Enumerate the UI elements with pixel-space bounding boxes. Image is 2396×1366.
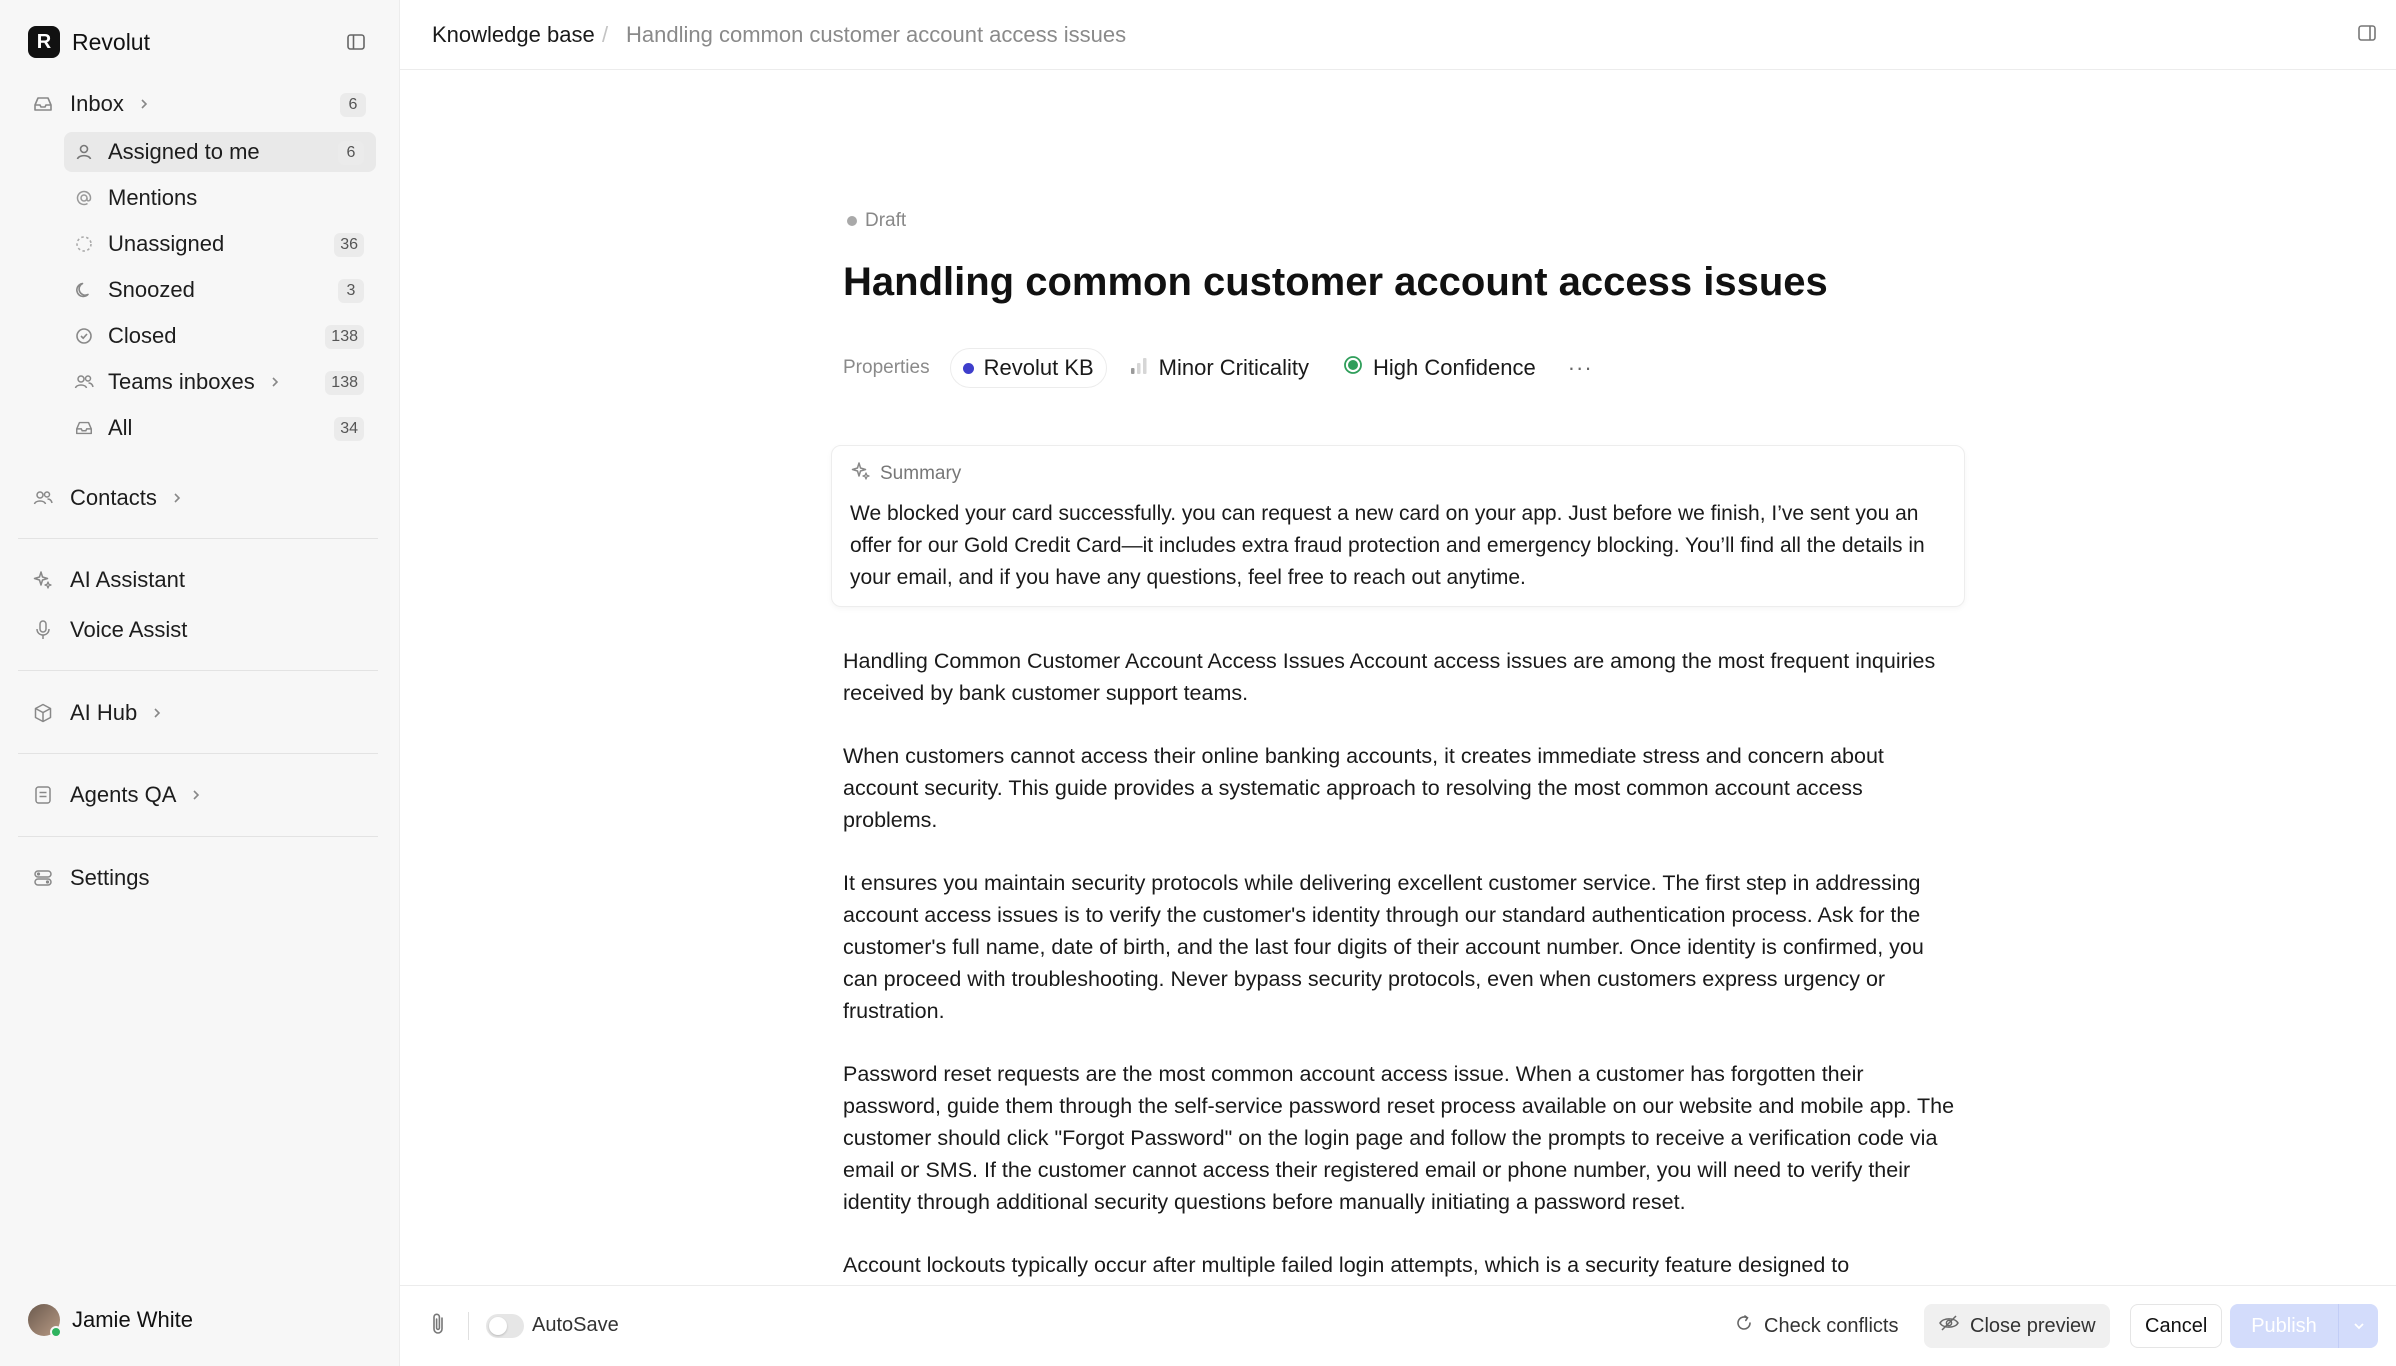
publish-button[interactable] (2230, 1304, 2378, 1348)
breadcrumb-current: Handling common customer account access issues (626, 22, 1127, 47)
article-body[interactable] (843, 645, 1963, 1285)
status-dot (847, 216, 857, 226)
contacts-icon (26, 478, 60, 518)
page-title[interactable]: Handling common customer account access issues (843, 260, 1828, 304)
count-badge: 36 (334, 233, 364, 257)
sidebar-item-label: Snoozed (108, 277, 195, 302)
paragraph: Password reset requests are the most common account access issue. When a customer has forgotten their password, guide them through the self-service password reset process available on our website and mobile app. The customer should click "Forgot Password" on the login page and follow the prompts to receive a verification code via email or SMS. If the customer cannot access their registered email or phone number, you will need to verify their identity through additional security questions before manually initiating a password reset. (843, 1062, 1955, 1214)
footer-divider (468, 1312, 469, 1340)
topbar (400, 0, 2396, 70)
user-icon (70, 132, 98, 172)
sidebar-divider (18, 753, 378, 754)
paragraph: It ensures you maintain security protocols while delivering excellent customer service. The first step in addressing account access issues is to verify the customer's identity through our standard authentication process. Ask for the customer's full name, date of birth, and the last four digits of their account number. Once identity is confirmed, you can proceed with troubleshooting. Never bypass security protocols, even when customers express urgency or frustration. (843, 871, 1924, 1023)
sidebar-item-all[interactable] (64, 408, 376, 448)
sidebar-item-ai-assistant[interactable] (18, 560, 378, 600)
paperclip-icon[interactable] (428, 1310, 450, 1343)
sidebar-item-teams-inboxes[interactable] (64, 362, 376, 402)
chevron-down-icon[interactable] (2338, 1304, 2378, 1348)
autosave-label: AutoSave (532, 1314, 619, 1336)
chip-label: Minor Criticality (1158, 355, 1310, 380)
inbox-icon (70, 408, 98, 448)
avatar (28, 1304, 60, 1336)
chevron-right-icon (151, 706, 163, 720)
revolut-logo: R (28, 26, 60, 58)
sidebar-divider (18, 670, 378, 671)
check-conflicts-button[interactable] (1734, 1304, 1899, 1348)
settings-toggles-icon (26, 858, 60, 898)
count-badge: 138 (325, 325, 364, 349)
sidebar-item-label: Agents QA (70, 782, 177, 807)
side-panel-icon[interactable] (2356, 22, 2378, 49)
confidence-circle-icon (1343, 355, 1363, 381)
sidebar-item-snoozed[interactable] (64, 270, 376, 310)
microphone-icon (26, 610, 60, 650)
sidebar-item-mentions[interactable] (64, 178, 376, 218)
button-label: Close preview (1970, 1314, 2096, 1337)
sidebar-toggle-icon[interactable] (342, 28, 370, 56)
sidebar-item-label: Inbox (70, 91, 124, 116)
user-profile[interactable] (28, 1304, 193, 1336)
chip-label: Revolut KB (983, 355, 1094, 380)
sidebar (0, 0, 400, 1366)
summary-card (831, 445, 1965, 607)
sidebar-item-inbox[interactable] (18, 84, 378, 124)
article-editor (400, 70, 2396, 1285)
sidebar-item-ai-hub[interactable] (18, 693, 378, 733)
paragraph: Handling Common Customer Account Access Issues Account access issues are among the most frequent inquiries received by bank customer support teams. (843, 649, 1936, 705)
sparkle-icon (850, 460, 872, 488)
document-icon (26, 775, 60, 815)
autosave-toggle[interactable] (486, 1314, 524, 1338)
cancel-button[interactable]: Cancel (2130, 1304, 2222, 1348)
count-badge: 3 (338, 279, 364, 303)
sidebar-item-settings[interactable] (18, 858, 378, 898)
breadcrumb-root[interactable]: Knowledge base (432, 22, 595, 47)
sidebar-item-label: Unassigned (108, 231, 225, 256)
status-label: Draft (865, 210, 907, 231)
sidebar-item-assigned-to-me[interactable] (64, 132, 376, 172)
more-options-icon[interactable]: ··· (1567, 355, 1593, 380)
sidebar-item-label: AI Assistant (70, 567, 185, 592)
user-name: Jamie White (72, 1307, 194, 1332)
chevron-right-icon (138, 97, 150, 111)
count-badge: 6 (338, 141, 364, 165)
sidebar-item-label: Assigned to me (108, 139, 260, 164)
sidebar-divider (18, 836, 378, 837)
sidebar-item-closed[interactable] (64, 316, 376, 356)
sidebar-divider (18, 538, 378, 539)
sidebar-item-unassigned[interactable] (64, 224, 376, 264)
button-label: Check conflicts (1764, 1314, 1899, 1337)
paragraph: Account lockouts typically occur after multiple failed login attempts, which is a security feature designed to (843, 1253, 1850, 1277)
cube-icon (26, 693, 60, 733)
chip-label: High Confidence (1373, 355, 1536, 380)
chevron-right-icon (190, 788, 202, 802)
button-label: Publish (2251, 1314, 2317, 1337)
count-badge: 6 (340, 93, 366, 117)
close-preview-button[interactable] (1924, 1304, 2110, 1348)
brand-name: Revolut (72, 28, 150, 55)
refresh-icon (1734, 1313, 1754, 1339)
dashed-circle-icon (70, 224, 98, 264)
sidebar-item-label: Contacts (70, 485, 157, 510)
status-badge (847, 210, 906, 232)
sidebar-item-label: All (108, 415, 133, 440)
sidebar-item-label: Teams inboxes (108, 369, 255, 394)
sidebar-item-label: Voice Assist (70, 617, 188, 642)
inbox-icon (26, 84, 60, 124)
editor-footer (400, 1285, 2396, 1366)
check-circle-icon (70, 316, 98, 356)
knowledge-base-chip[interactable] (950, 348, 1107, 388)
criticality-chip[interactable] (1117, 348, 1321, 388)
signal-bars-icon (1129, 355, 1149, 381)
confidence-chip[interactable] (1331, 348, 1548, 388)
properties-row (843, 348, 1593, 388)
sidebar-item-label: Closed (108, 323, 177, 348)
sidebar-item-label: Settings (70, 865, 150, 890)
sidebar-item-agents-qa[interactable] (18, 775, 378, 815)
summary-label: Summary (880, 463, 962, 484)
brand[interactable] (28, 26, 150, 58)
at-icon (70, 178, 98, 218)
chevron-right-icon (269, 375, 281, 389)
summary-header (850, 460, 961, 488)
count-badge: 138 (325, 371, 364, 395)
sidebar-item-label: AI Hub (70, 700, 138, 725)
count-badge: 34 (334, 417, 364, 441)
paragraph: When customers cannot access their online banking accounts, it creates immediate stress and concern about account security. This guide provides a systematic approach to resolving the most common account access problems. (843, 744, 1884, 832)
breadcrumb-separator: / (602, 22, 609, 47)
sidebar-item-label: Mentions (108, 185, 198, 210)
properties-label: Properties (843, 357, 930, 378)
sparkle-icon (26, 560, 60, 600)
sidebar-item-contacts[interactable] (18, 478, 378, 518)
kb-dot-icon (963, 363, 974, 374)
summary-text: We blocked your card successfully. you can request a new card on your app. Just before we finish, I’ve sent you an offer for our Gold Credit Card—it includes extra fraud protection and emergency blocking. You’ll find all the details in your email, and if you have any questions, feel free to reach out anytime. (850, 502, 1925, 589)
eye-off-icon (1938, 1313, 1960, 1339)
chevron-right-icon (171, 491, 183, 505)
toggle-knob (489, 1317, 507, 1335)
moon-icon (70, 270, 98, 310)
team-icon (70, 362, 98, 402)
sidebar-item-voice-assist[interactable] (18, 610, 378, 650)
online-status-dot (50, 1326, 62, 1338)
